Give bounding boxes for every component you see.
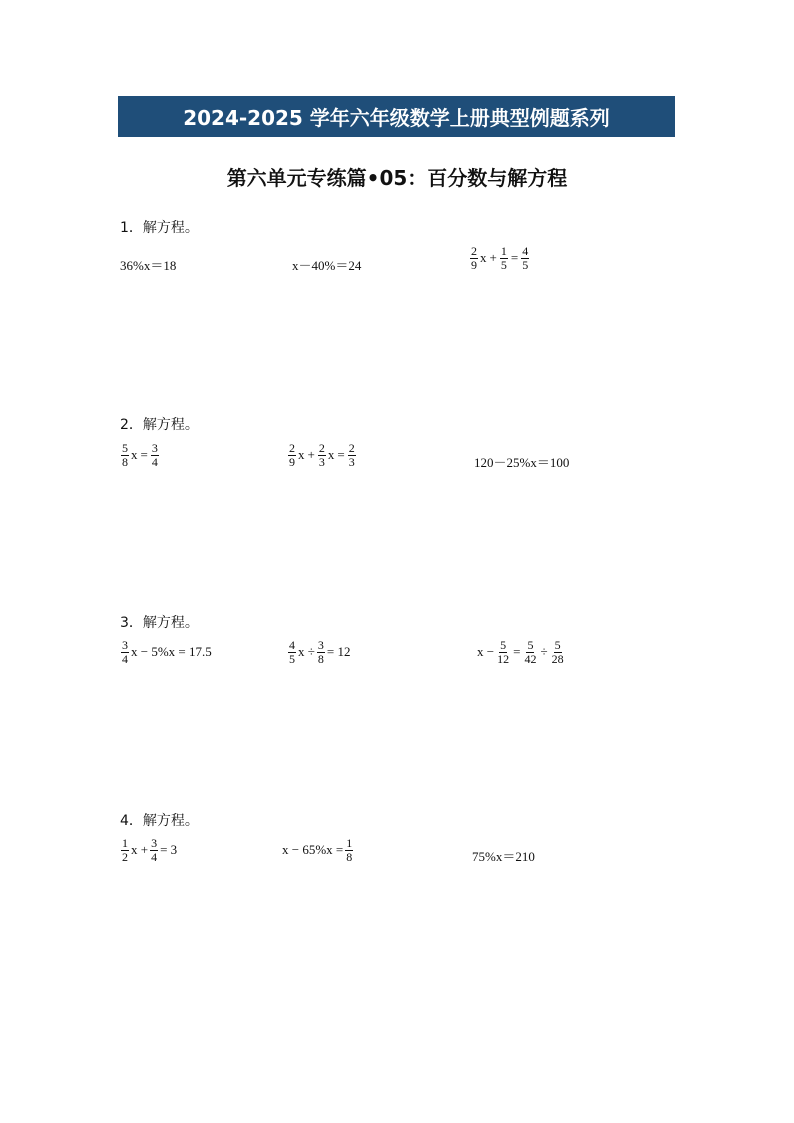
- page-subtitle: 第六单元专练篇•05：百分数与解方程: [226, 166, 568, 190]
- fraction: $\frac{4}{5}$: [522, 244, 529, 272]
- fraction: $\frac{3}{8}$: [317, 638, 324, 666]
- title-banner: [118, 96, 675, 137]
- fraction: $\frac{5}{8}$: [122, 441, 128, 469]
- q3-equation-1: $\frac{3}{4}$ x − 5%x = 17.5: [122, 638, 212, 666]
- q4-equation-3: 75%x＝210: [472, 849, 535, 864]
- fraction: $\frac{2}{9}$: [471, 244, 477, 272]
- fraction: $\frac{2}{9}$: [289, 441, 295, 469]
- q4-equation-1: $\frac{1}{2}$ x + $\frac{3}{4}$ = 3: [122, 836, 178, 864]
- fraction: $\frac{3}{4}$: [151, 441, 158, 469]
- fraction: $\frac{4}{5}$: [289, 638, 295, 666]
- question-2-label: 2．解方程。: [120, 417, 199, 433]
- fraction: $\frac{3}{4}$: [151, 836, 158, 864]
- banner-title: 2024-2025 学年六年级数学上册典型例题系列: [183, 106, 610, 130]
- fraction: $\frac{5}{28}$: [551, 638, 564, 666]
- fraction: $\frac{1}{8}$: [346, 836, 353, 864]
- q2-equation-2: $\frac{2}{9}$ x + $\frac{2}{3}$ x = $\frac{2}{3}$: [289, 441, 355, 469]
- q1-equation-2: x－40%＝24: [292, 258, 362, 273]
- fraction: $\frac{2}{3}$: [348, 441, 355, 469]
- fraction: $\frac{2}{3}$: [318, 441, 325, 469]
- q1-equation-3: $\frac{2}{9}$ x + $\frac{1}{5}$ = $\frac{4}{5}$: [471, 244, 529, 272]
- q3-equation-3: x − $\frac{5}{12}$ = $\frac{5}{42}$ ÷ $\frac{5}{28}$: [477, 638, 564, 666]
- question-1-label: 1．解方程。: [120, 220, 199, 236]
- q3-equation-2: $\frac{4}{5}$ x ÷ $\frac{3}{8}$ = 12: [289, 638, 351, 666]
- fraction: $\frac{1}{5}$: [500, 244, 507, 272]
- fraction: $\frac{1}{2}$: [122, 836, 128, 864]
- fraction: $\frac{5}{42}$: [524, 638, 537, 666]
- question-4-label: 4．解方程。: [120, 813, 199, 829]
- fraction: $\frac{3}{4}$: [122, 638, 128, 666]
- q2-equation-3: 120－25%x＝100: [474, 455, 570, 470]
- q4-equation-2: x − 65%x = $\frac{1}{8}$: [282, 836, 353, 864]
- q2-equation-1: $\frac{5}{8}$ x = $\frac{3}{4}$: [122, 441, 158, 469]
- question-3-label: 3．解方程。: [120, 615, 199, 631]
- q1-equation-1: 36%x＝18: [120, 258, 177, 273]
- fraction: $\frac{5}{12}$: [497, 638, 510, 666]
